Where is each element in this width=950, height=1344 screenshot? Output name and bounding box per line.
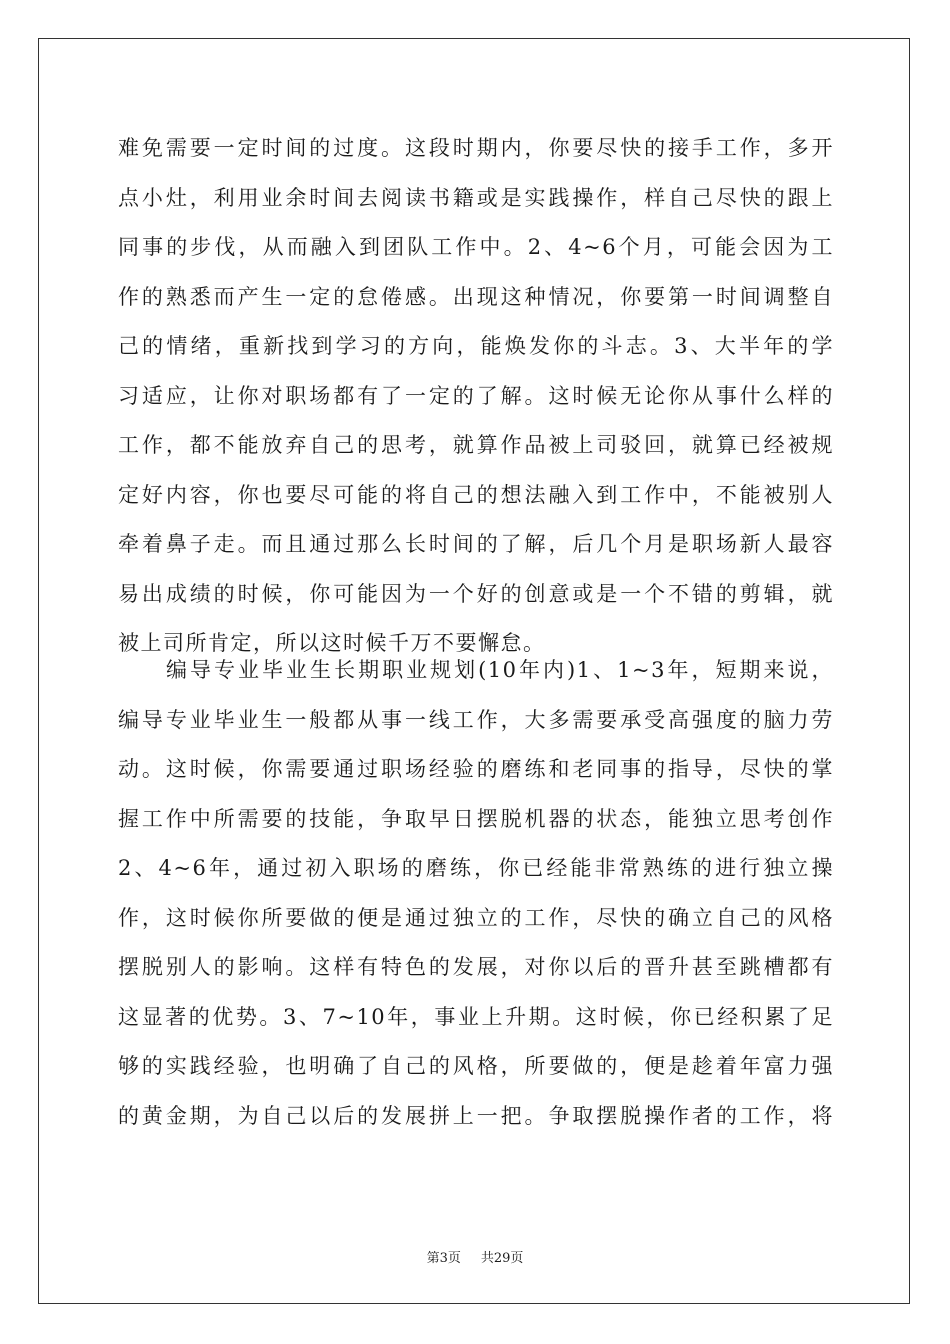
text-line: 工作，都不能放弃自己的思考，就算作品被上司驳回，就算已经被规 <box>118 433 834 457</box>
text-line: 编导专业毕业生长期职业规划(10年内)1、1~3年，短期来说， <box>118 658 834 682</box>
text-line: 点小灶，利用业余时间去阅读书籍或是实践操作，样自己尽快的跟上 <box>118 185 834 210</box>
page-number-total: 共29页 <box>480 1251 524 1266</box>
text-line: 作，这时候你所要做的便是通过独立的工作，尽快的确立自己的风格 <box>118 905 834 930</box>
text-line: 被上司所肯定，所以这时候千万不要懈怠。 <box>118 631 546 655</box>
text-line: 同事的步伐，从而融入到团队工作中。2、4~6个月，可能会因为工 <box>118 235 834 259</box>
page-number-current: 第3页 <box>426 1251 461 1266</box>
paragraph-2 <box>118 646 834 1141</box>
text-line: 定好内容，你也要尽可能的将自己的想法融入到工作中，不能被别人 <box>118 482 834 507</box>
text-line: 己的情绪，重新找到学习的方向，能焕发你的斗志。3、大半年的学 <box>118 334 834 358</box>
text-line: 2、4~6年，通过初入职场的磨练，你已经能非常熟练的进行独立操 <box>118 856 834 880</box>
text-line: 够的实践经验，也明确了自己的风格，所要做的，便是趁着年富力强 <box>118 1054 834 1078</box>
text-line: 习适应，让你对职场都有了一定的了解。这时候无论你从事什么样的 <box>118 383 834 408</box>
text-line: 摆脱别人的影响。这样有特色的发展，对你以后的晋升甚至跳槽都有 <box>118 955 834 979</box>
text-line: 这显著的优势。3、7~10年，事业上升期。这时候，你已经积累了足 <box>118 1004 834 1029</box>
text-line: 易出成绩的时候，你可能因为一个好的创意或是一个不错的剪辑，就 <box>118 581 834 606</box>
text-line: 动。这时候，你需要通过职场经验的磨练和老同事的指导，尽快的掌 <box>118 757 834 781</box>
text-line: 牵着鼻子走。而且通过那么长时间的了解，后几个月是职场新人最容 <box>118 532 834 556</box>
text-line: 的黄金期，为自己以后的发展拼上一把。争取摆脱操作者的工作，将 <box>118 1103 834 1128</box>
text-line: 作的熟悉而产生一定的怠倦感。出现这种情况，你要第一时间调整自 <box>118 284 834 309</box>
text-line: 难免需要一定时间的过度。这段时期内，你要尽快的接手工作，多开 <box>118 136 834 160</box>
text-line: 握工作中所需要的技能，争取早日摆脱机器的状态，能独立思考创作 <box>118 806 834 831</box>
page-footer <box>0 1247 950 1266</box>
text-line: 编导专业毕业生一般都从事一线工作，大多需要承受高强度的脑力劳 <box>118 707 834 732</box>
paragraph-1 <box>118 124 834 669</box>
